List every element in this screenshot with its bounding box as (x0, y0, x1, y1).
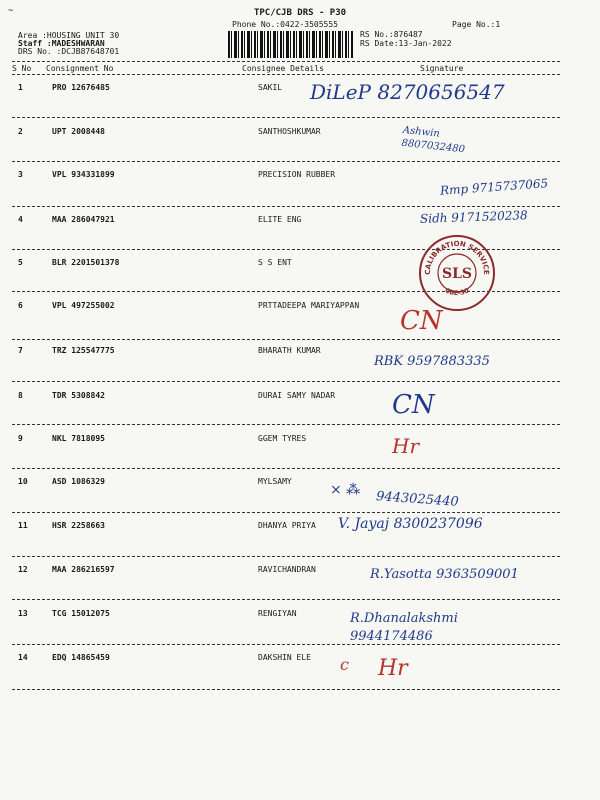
row-signature: Ashwin 8807032480 (400, 124, 466, 156)
row-consignment: NKL 7818095 (52, 434, 105, 443)
col-signature: Signature (420, 64, 464, 73)
row-sno: 11 (18, 521, 28, 530)
row-sno: 10 (18, 477, 28, 486)
row-signature: Hr (378, 656, 408, 681)
row-signature: CN (392, 390, 435, 420)
row-consignment: TCG 15012075 (52, 609, 110, 618)
row-sno: 8 (18, 391, 23, 400)
row-sno: 13 (18, 609, 28, 618)
row-sno: 14 (18, 653, 28, 662)
col-consignment: Consignment No (46, 64, 114, 73)
row-consignee: GGEM TYRES (258, 434, 307, 443)
row-consignee: RAVICHANDRAN (258, 565, 316, 574)
row-divider (12, 381, 560, 382)
row-sno: 12 (18, 565, 28, 574)
row-consignee: S S ENT (258, 258, 292, 267)
row-consignment: VPL 497255002 (52, 301, 115, 310)
row-consignment: VPL 934331899 (52, 170, 115, 179)
drs-number: DRS No. :DCJB87648701 (18, 47, 120, 56)
row-sno: 3 (18, 170, 23, 179)
row-sno: 6 (18, 301, 23, 310)
row-sno: 4 (18, 215, 23, 224)
divider (12, 74, 560, 75)
row-consignee: PRTTADEEPA MARIYAPPAN (258, 301, 360, 310)
staff-label: Staff :MADESHWARAN (18, 39, 105, 48)
row-divider (12, 689, 560, 690)
row-consignee: PRECISION RUBBER (258, 170, 336, 179)
c-mark: c (340, 655, 349, 674)
row-sno: 9 (18, 434, 23, 443)
row-consignment: UPT 2008448 (52, 127, 105, 136)
sheet-title: TPC/CJB DRS - P30 (253, 8, 347, 18)
row-divider (12, 556, 560, 557)
cross-mark: × ⁂ (330, 482, 361, 498)
row-signature: 9443025440 (375, 489, 460, 510)
row-consignment: PRO 12676485 (52, 83, 110, 92)
col-consignee: Consignee Details (242, 64, 324, 73)
calibration-stamp (418, 234, 496, 312)
barcode (228, 31, 353, 58)
row-consignment: BLR 2201501378 (52, 258, 120, 267)
row-consignment: MAA 286216597 (52, 565, 115, 574)
row-consignee: SAKIL (258, 83, 283, 92)
col-sno: S No (12, 64, 32, 73)
row-signature: DiLeP 8270656547 (310, 80, 505, 104)
row-consignment: TDR 5308842 (52, 391, 105, 400)
row-consignment: MAA 286047921 (52, 215, 115, 224)
row-divider (12, 161, 560, 162)
corner-mark: ~ (8, 6, 14, 16)
row-divider (12, 512, 560, 513)
row-signature: R.Yasotta 9363509001 (370, 567, 519, 582)
row-consignee: BHARATH KUMAR (258, 346, 321, 355)
row-signature: Rmp 9715737065 (439, 176, 549, 198)
row-signature: V. Jayaj 8300237096 (338, 516, 483, 532)
phone-number: Phone No.:0422-3505555 (232, 20, 338, 29)
row-signature: Hr (392, 434, 420, 458)
row-sno: 1 (18, 83, 23, 92)
row-consignee: DHANYA PRIYA (258, 521, 316, 530)
row-signature: RBK 9597883335 (374, 354, 490, 369)
stamp-center: SLS (441, 266, 473, 282)
row-divider (12, 468, 560, 469)
row-divider (12, 424, 560, 425)
row-consignee: ELITE ENG (258, 215, 302, 224)
row-divider (12, 599, 560, 600)
rs-date: RS Date:13-Jan-2022 (360, 39, 452, 48)
row-sno: 2 (18, 127, 23, 136)
page-number: Page No.:1 (452, 20, 501, 29)
row-consignee: SANTHOSHKUMAR (258, 127, 321, 136)
row-signature: Sidh 9171520238 (419, 208, 528, 226)
row-consignment: EDQ 14865459 (52, 653, 110, 662)
row-consignee: DURAI SAMY NADAR (258, 391, 336, 400)
row-consignment: ASD 1086329 (52, 477, 105, 486)
row-signature: CN (400, 306, 443, 336)
stamp-top-text: CALIBRATION SERVICE (423, 239, 491, 275)
row-divider (12, 206, 560, 207)
row-signature: R.Dhanalakshmi 9944174486 (350, 611, 458, 644)
row-divider (12, 644, 560, 645)
stamp-bottom-text: CBE-30 (443, 286, 471, 298)
area-label: Area :HOUSING UNIT 30 (18, 31, 120, 40)
row-consignment: HSR 2258663 (52, 521, 105, 530)
rs-number: RS No.:876487 (360, 30, 423, 39)
row-consignee: MYLSAMY (258, 477, 292, 486)
row-sno: 7 (18, 346, 23, 355)
row-consignee: RENGIYAN (258, 609, 297, 618)
row-divider (12, 339, 560, 340)
row-divider (12, 117, 560, 118)
divider (12, 61, 560, 62)
row-consignee: DAKSHIN ELE (258, 653, 311, 662)
row-sno: 5 (18, 258, 23, 267)
row-consignment: TRZ 125547775 (52, 346, 115, 355)
